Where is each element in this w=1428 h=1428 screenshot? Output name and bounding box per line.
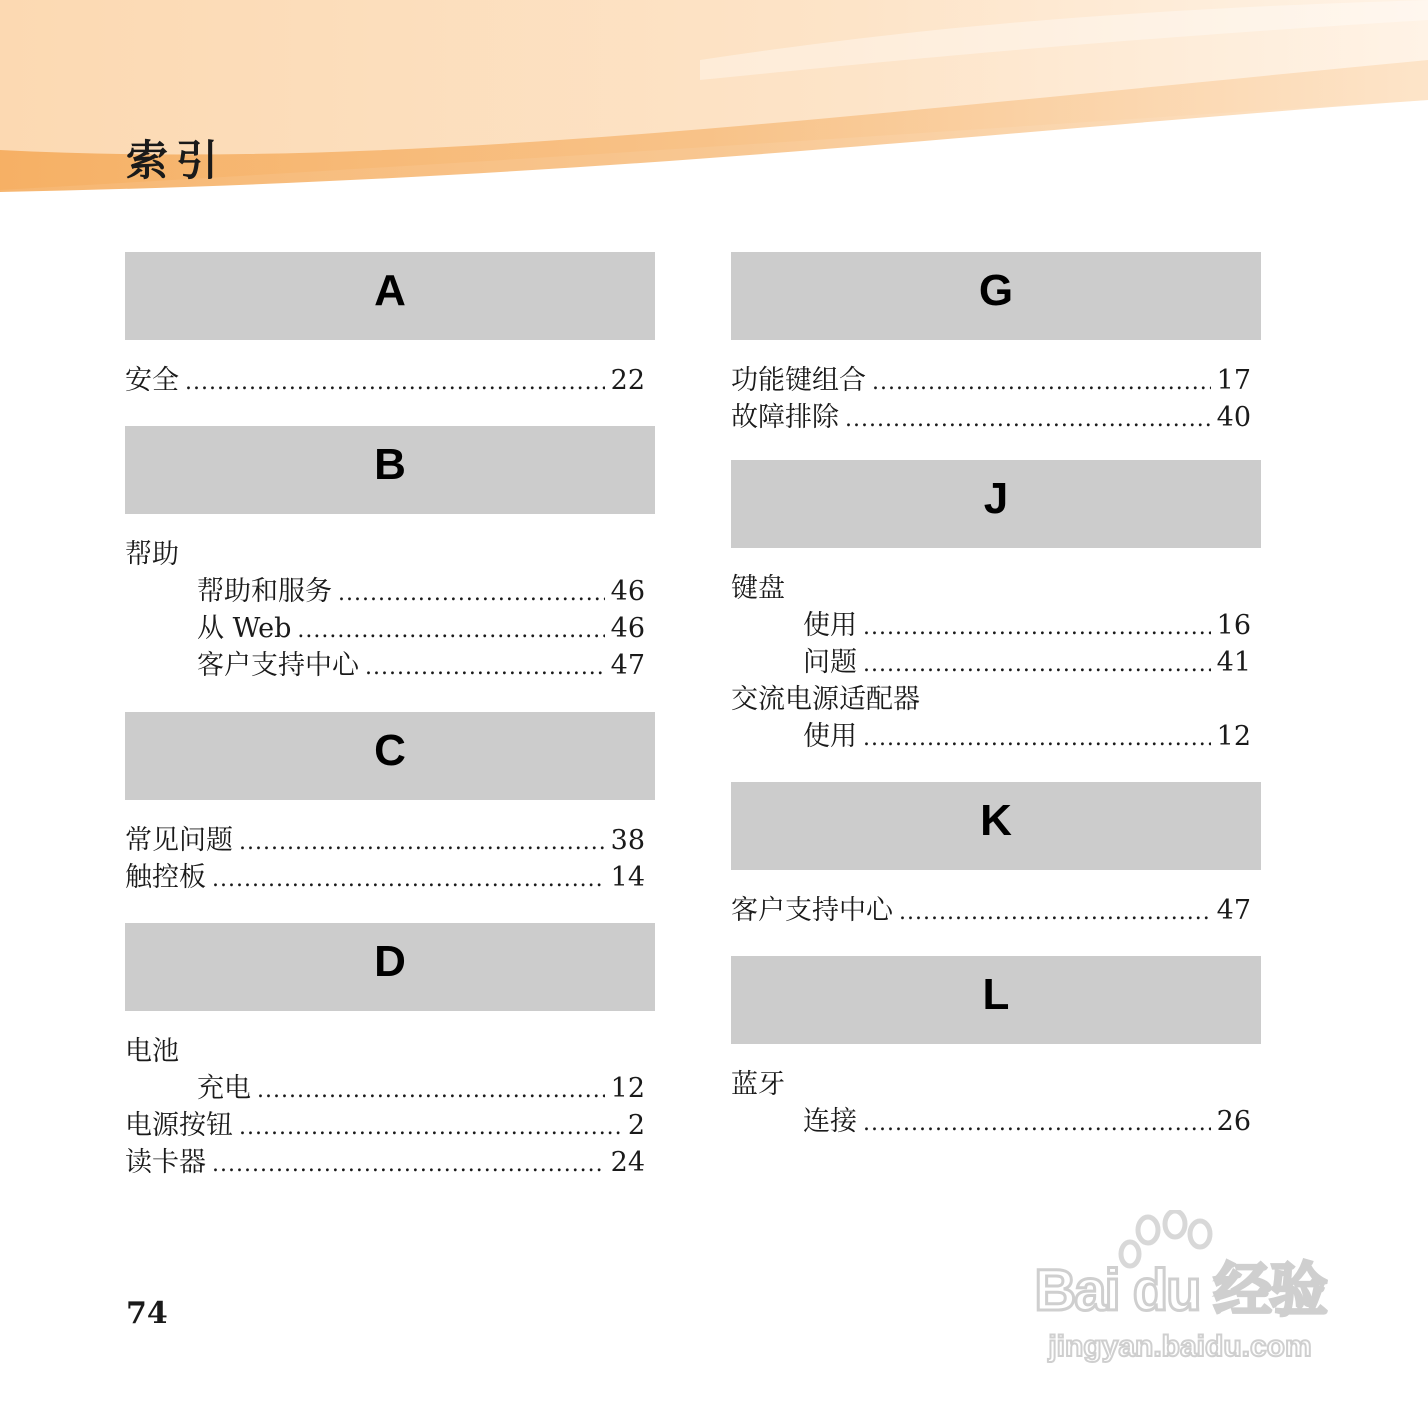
page-title: 索引 (126, 136, 227, 185)
index-column-right (731, 252, 1261, 1140)
index-section-a (125, 252, 655, 426)
index-entry (125, 859, 655, 896)
entry-text: 触控板 (125, 862, 206, 893)
index-subentry (125, 573, 655, 610)
dot-leader (863, 720, 1211, 757)
section-letter: C (374, 726, 406, 775)
entry-text: 客户支持中心 (197, 650, 359, 681)
entry-text: 交流电源适配器 (731, 684, 920, 715)
entry-page: 38 (610, 825, 645, 856)
index-section-c (125, 712, 655, 923)
section-letter: G (978, 266, 1014, 315)
entry-text: 读卡器 (125, 1147, 206, 1178)
index-entry (731, 570, 1261, 607)
index-subentry (731, 644, 1261, 681)
letter-band (125, 923, 655, 1011)
entry-page: 16 (1216, 610, 1251, 641)
dot-leader (297, 612, 604, 649)
entry-text: 问题 (803, 647, 857, 678)
entry-page: 24 (610, 1147, 645, 1178)
dot-leader (239, 824, 605, 861)
entry-text: 电源按钮 (125, 1110, 233, 1141)
entry-text: 安全 (125, 365, 179, 396)
entry-page: 12 (1216, 721, 1251, 752)
index-entry (125, 822, 655, 859)
index-subentry (731, 607, 1261, 644)
index-section-k (731, 782, 1261, 956)
entry-text: 功能键组合 (731, 365, 866, 396)
entry-page: 41 (1216, 647, 1251, 678)
index-column-left (125, 252, 655, 1181)
entry-text: 充电 (197, 1073, 251, 1104)
index-subentry (125, 647, 655, 684)
entry-text: 从 Web (197, 613, 292, 644)
entry-page: 47 (610, 650, 645, 681)
index-subentry (125, 1070, 655, 1107)
entry-text: 帮助和服务 (197, 576, 332, 607)
entry-text: 蓝牙 (731, 1069, 785, 1100)
index-section-l (731, 956, 1261, 1140)
dot-leader (863, 609, 1211, 646)
index-entry (731, 1066, 1261, 1103)
index-entry (125, 362, 655, 399)
dot-leader (212, 861, 605, 898)
entry-text: 电池 (125, 1036, 179, 1067)
entry-page: 26 (1216, 1106, 1251, 1137)
letter-band (125, 712, 655, 800)
entry-text: 帮助 (125, 539, 179, 570)
entry-page: 17 (1216, 365, 1251, 396)
entry-text: 常见问题 (125, 825, 233, 856)
dot-leader (899, 894, 1211, 931)
page-number: 74 (126, 1296, 168, 1331)
entry-page: 22 (610, 365, 645, 396)
index-entry (125, 1107, 655, 1144)
letter-band (125, 252, 655, 340)
dot-leader (212, 1146, 605, 1183)
entry-text: 使用 (803, 721, 857, 752)
letter-band (731, 956, 1261, 1044)
index-entry (731, 362, 1261, 399)
index-entry (731, 399, 1261, 436)
entry-text: 客户支持中心 (731, 895, 893, 926)
dot-leader (863, 1105, 1211, 1142)
baidu-watermark (1010, 1210, 1350, 1370)
index-section-b (125, 426, 655, 712)
entry-text: 键盘 (731, 573, 785, 604)
dot-leader (863, 646, 1211, 683)
entry-text: 故障排除 (731, 402, 839, 433)
dot-leader (338, 575, 605, 612)
watermark-url: jingyan.baidu.com (1048, 1330, 1312, 1363)
letter-band (731, 782, 1261, 870)
index-entry (125, 536, 655, 573)
section-letter: D (374, 937, 406, 986)
section-letter: B (374, 440, 406, 489)
dot-leader (872, 364, 1211, 401)
section-letter: K (980, 796, 1012, 845)
letter-band (731, 252, 1261, 340)
watermark-brand: Bai du 经验 (1034, 1258, 1326, 1323)
entry-page: 46 (610, 576, 645, 607)
letter-band (731, 460, 1261, 548)
index-subentry (731, 1103, 1261, 1140)
section-letter: L (982, 970, 1010, 1019)
dot-leader (257, 1072, 605, 1109)
entry-page: 47 (1216, 895, 1251, 926)
index-entry (731, 681, 1261, 718)
entry-page: 12 (610, 1073, 645, 1104)
dot-leader (185, 364, 605, 401)
index-entry (125, 1033, 655, 1070)
entry-text: 连接 (803, 1106, 857, 1137)
entry-page: 14 (610, 862, 645, 893)
dot-leader (845, 401, 1211, 438)
entry-page: 40 (1216, 402, 1251, 433)
entry-text: 使用 (803, 610, 857, 641)
dot-leader (365, 649, 605, 686)
entry-page: 2 (627, 1110, 645, 1141)
index-entry (731, 892, 1261, 929)
entry-page: 46 (610, 613, 645, 644)
index-subentry (125, 610, 655, 647)
dot-leader (239, 1109, 622, 1146)
index-subentry (731, 718, 1261, 755)
section-letter: A (374, 266, 406, 315)
index-section-j (731, 460, 1261, 782)
section-letter: J (983, 474, 1009, 523)
index-entry (125, 1144, 655, 1181)
index-section-d (125, 923, 655, 1181)
letter-band (125, 426, 655, 514)
index-section-g (731, 252, 1261, 460)
